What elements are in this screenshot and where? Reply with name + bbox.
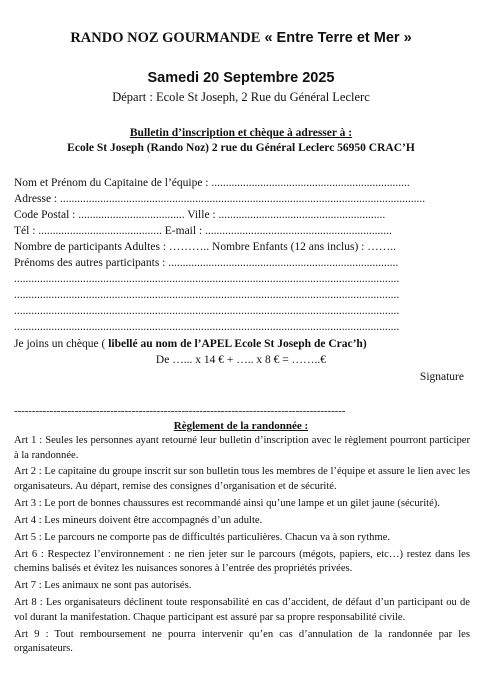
rule-article: Art 8 : Les organisateurs déclinent toute responsabilité en cas d’accident, de défaut d’un participant ou de vol durant la manifestation. Chaque participant est assuré par sa propre responsabilité civile. xyxy=(14,597,470,623)
signature-label: Signature xyxy=(419,371,464,383)
rules-list xyxy=(14,434,470,659)
rule-article: Art 6 : Respectez l’environnement : ne rien jeter sur le parcours (mégots, papiers, etc…) restez dans les chemins balisés et évitez les nuisances sonores à l’entrée des propriétés privées. xyxy=(14,548,470,575)
blank-line: ...................................................................................................................................... xyxy=(14,289,400,301)
participants-count-field: Nombre de participants Adultes : ……….. Nombre Enfants (12 ans inclus) : …….. xyxy=(14,241,396,253)
rule-article: Art 7 : Les animaux ne sont pas autorisés. xyxy=(14,580,192,592)
rule-article: Art 3 : Le port de bonnes chaussures est recommandé ainsi qu’une lampe et un gilet jaune (sécurité). xyxy=(14,497,440,509)
cheque-instruction xyxy=(14,338,367,350)
postal-city-field: Code Postal : ..................................... Ville : .......................................................... xyxy=(14,209,386,221)
title-theme: « Entre Terre et Mer » xyxy=(260,30,412,46)
rule-article: Art 1 : Seules les personnes ayant retourné leur bulletin d’inscription avec le règlement pourront participer à la randonnée. xyxy=(14,435,470,461)
cut-separator: --------------------------------------------------------------------------------------------- xyxy=(14,405,346,417)
rule-article: Art 2 : Le capitaine du groupe inscrit sur son bulletin tous les membres de l’équipe et assure le lien avec les organisateurs. Au départ, remise des consignes d’organisation et de sécurité. xyxy=(14,466,470,493)
other-participants-field: Prénoms des autres participants : ................................................................................ xyxy=(14,257,399,269)
rules-heading: Règlement de la randonnée : xyxy=(173,420,309,432)
captain-name-field: Nom et Prénom du Capitaine de l’équipe : ..................................................................... xyxy=(14,177,410,189)
blank-line: ...................................................................................................................................... xyxy=(14,321,400,333)
page-title xyxy=(0,30,482,47)
blank-line: ...................................................................................................................................... xyxy=(14,273,400,285)
bulletin-address: Ecole St Joseph (Rando Noz) 2 rue du Général Leclerc 56950 CRAC’H xyxy=(67,142,415,154)
cheque-payee: libellé au nom de l’APEL Ecole St Joseph de Crac’h) xyxy=(108,338,367,350)
rule-article: Art 4 : Les mineurs doivent être accompagnés d’un adulte. xyxy=(14,514,263,526)
title-event-name: RANDO NOZ GOURMANDE xyxy=(70,30,261,46)
rule-article: Art 5 : Le parcours ne comporte pas de difficultés particulières. Chacun va à son rythme. xyxy=(14,531,391,543)
payment-calculation: De …... x 14 € + ….. x 8 € = ……..€ xyxy=(155,354,327,366)
bulletin-heading: Bulletin d’inscription et chèque à adresser à : xyxy=(129,127,353,139)
blank-line: ...................................................................................................................................... xyxy=(14,305,400,317)
rule-article: Art 9 : Tout remboursement ne pourra intervenir qu’en cas d’annulation de la randonnée par les organisateurs. xyxy=(14,628,470,655)
departure-location: Départ : Ecole St Joseph, 2 Rue du Général Leclerc xyxy=(112,90,370,104)
tel-email-field: Tél : ........................................... E-mail : ................................................................. xyxy=(14,225,392,237)
address-field: Adresse : ............................................................................................................................... xyxy=(14,193,426,205)
cheque-prefix: Je joins un chèque ( xyxy=(14,338,109,350)
event-date: Samedi 20 Septembre 2025 xyxy=(147,70,335,86)
